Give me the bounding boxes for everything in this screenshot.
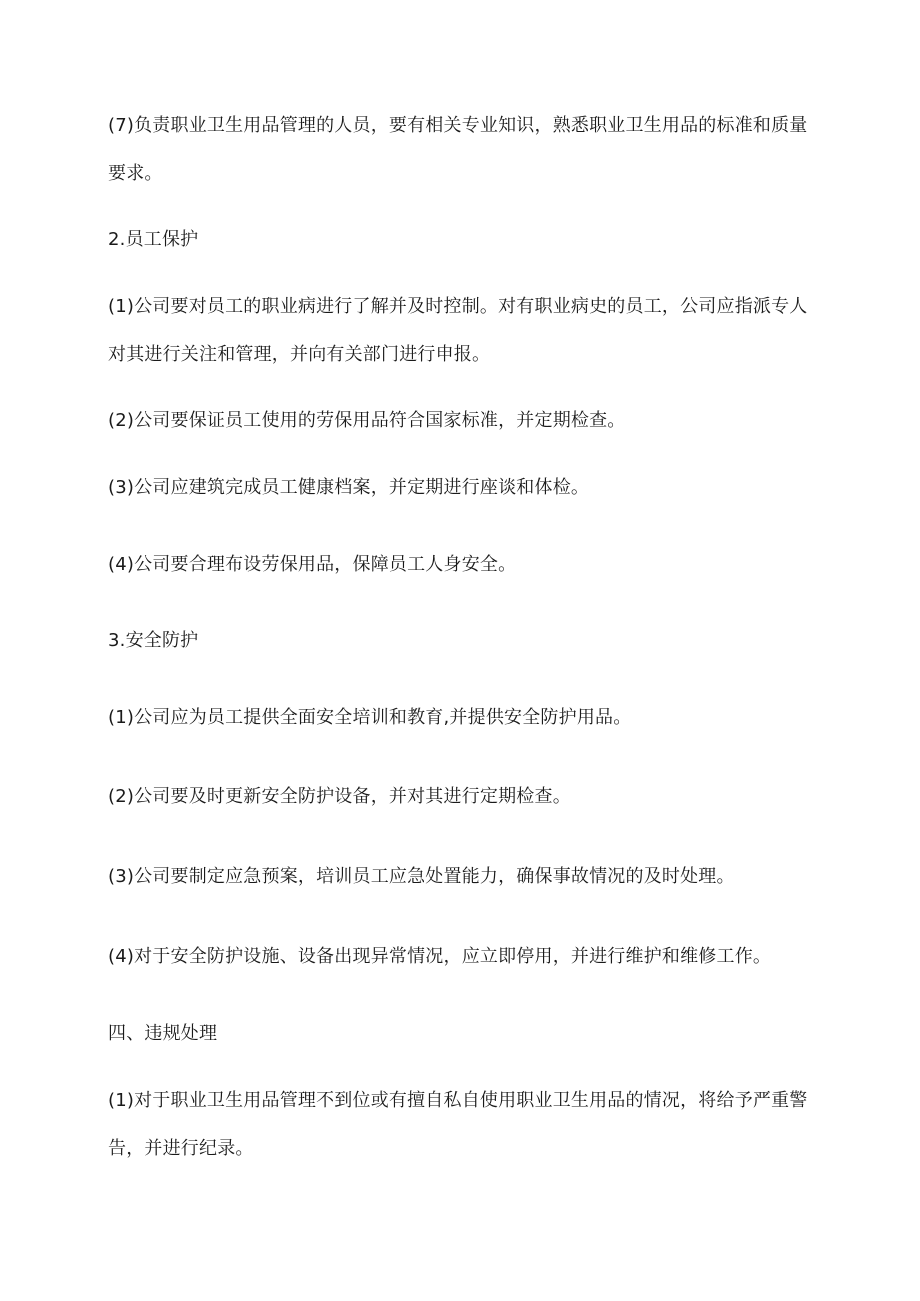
paragraph-employee-4: (4)公司要合理布设劳保用品，保障员工人身安全。 — [108, 554, 517, 575]
section-heading-safety-protection: 3.安全防护 — [108, 630, 199, 651]
section-heading-violations: 四、违规处理 — [108, 1023, 218, 1044]
paragraph-employee-2: (2)公司要保证员工使用的劳保用品符合国家标准，并定期检查。 — [108, 410, 626, 431]
paragraph-safety-1: (1)公司应为员工提供全面安全培训和教育,并提供安全防护用品。 — [108, 707, 632, 728]
paragraph-item-7-qualification: (7)负责职业卫生用品管理的人员，要有相关专业知识，熟悉职业卫生用品的标准和质量要求。 — [108, 115, 808, 184]
paragraph-safety-2: (2)公司要及时更新安全防护设备，并对其进行定期检查。 — [108, 786, 571, 807]
paragraph-safety-3: (3)公司要制定应急预案，培训员工应急处置能力，确保事故情况的及时处理。 — [108, 866, 735, 887]
paragraph-employee-1: (1)公司要对员工的职业病进行了解并及时控制。对有职业病史的员工，公司应指派专人对其进行关注和管理，并向有关部门进行申报。 — [108, 296, 808, 365]
paragraph-safety-4: (4)对于安全防护设施、设备出现异常情况，应立即停用，并进行维护和维修工作。 — [108, 946, 772, 967]
paragraph-violation-1: (1)对于职业卫生用品管理不到位或有擅自私自使用职业卫生用品的情况，将给予严重警告，并进行纪录。 — [108, 1090, 808, 1159]
section-heading-employee-protection: 2.员工保护 — [108, 229, 199, 250]
paragraph-employee-3: (3)公司应建筑完成员工健康档案，并定期进行座谈和体检。 — [108, 477, 590, 498]
